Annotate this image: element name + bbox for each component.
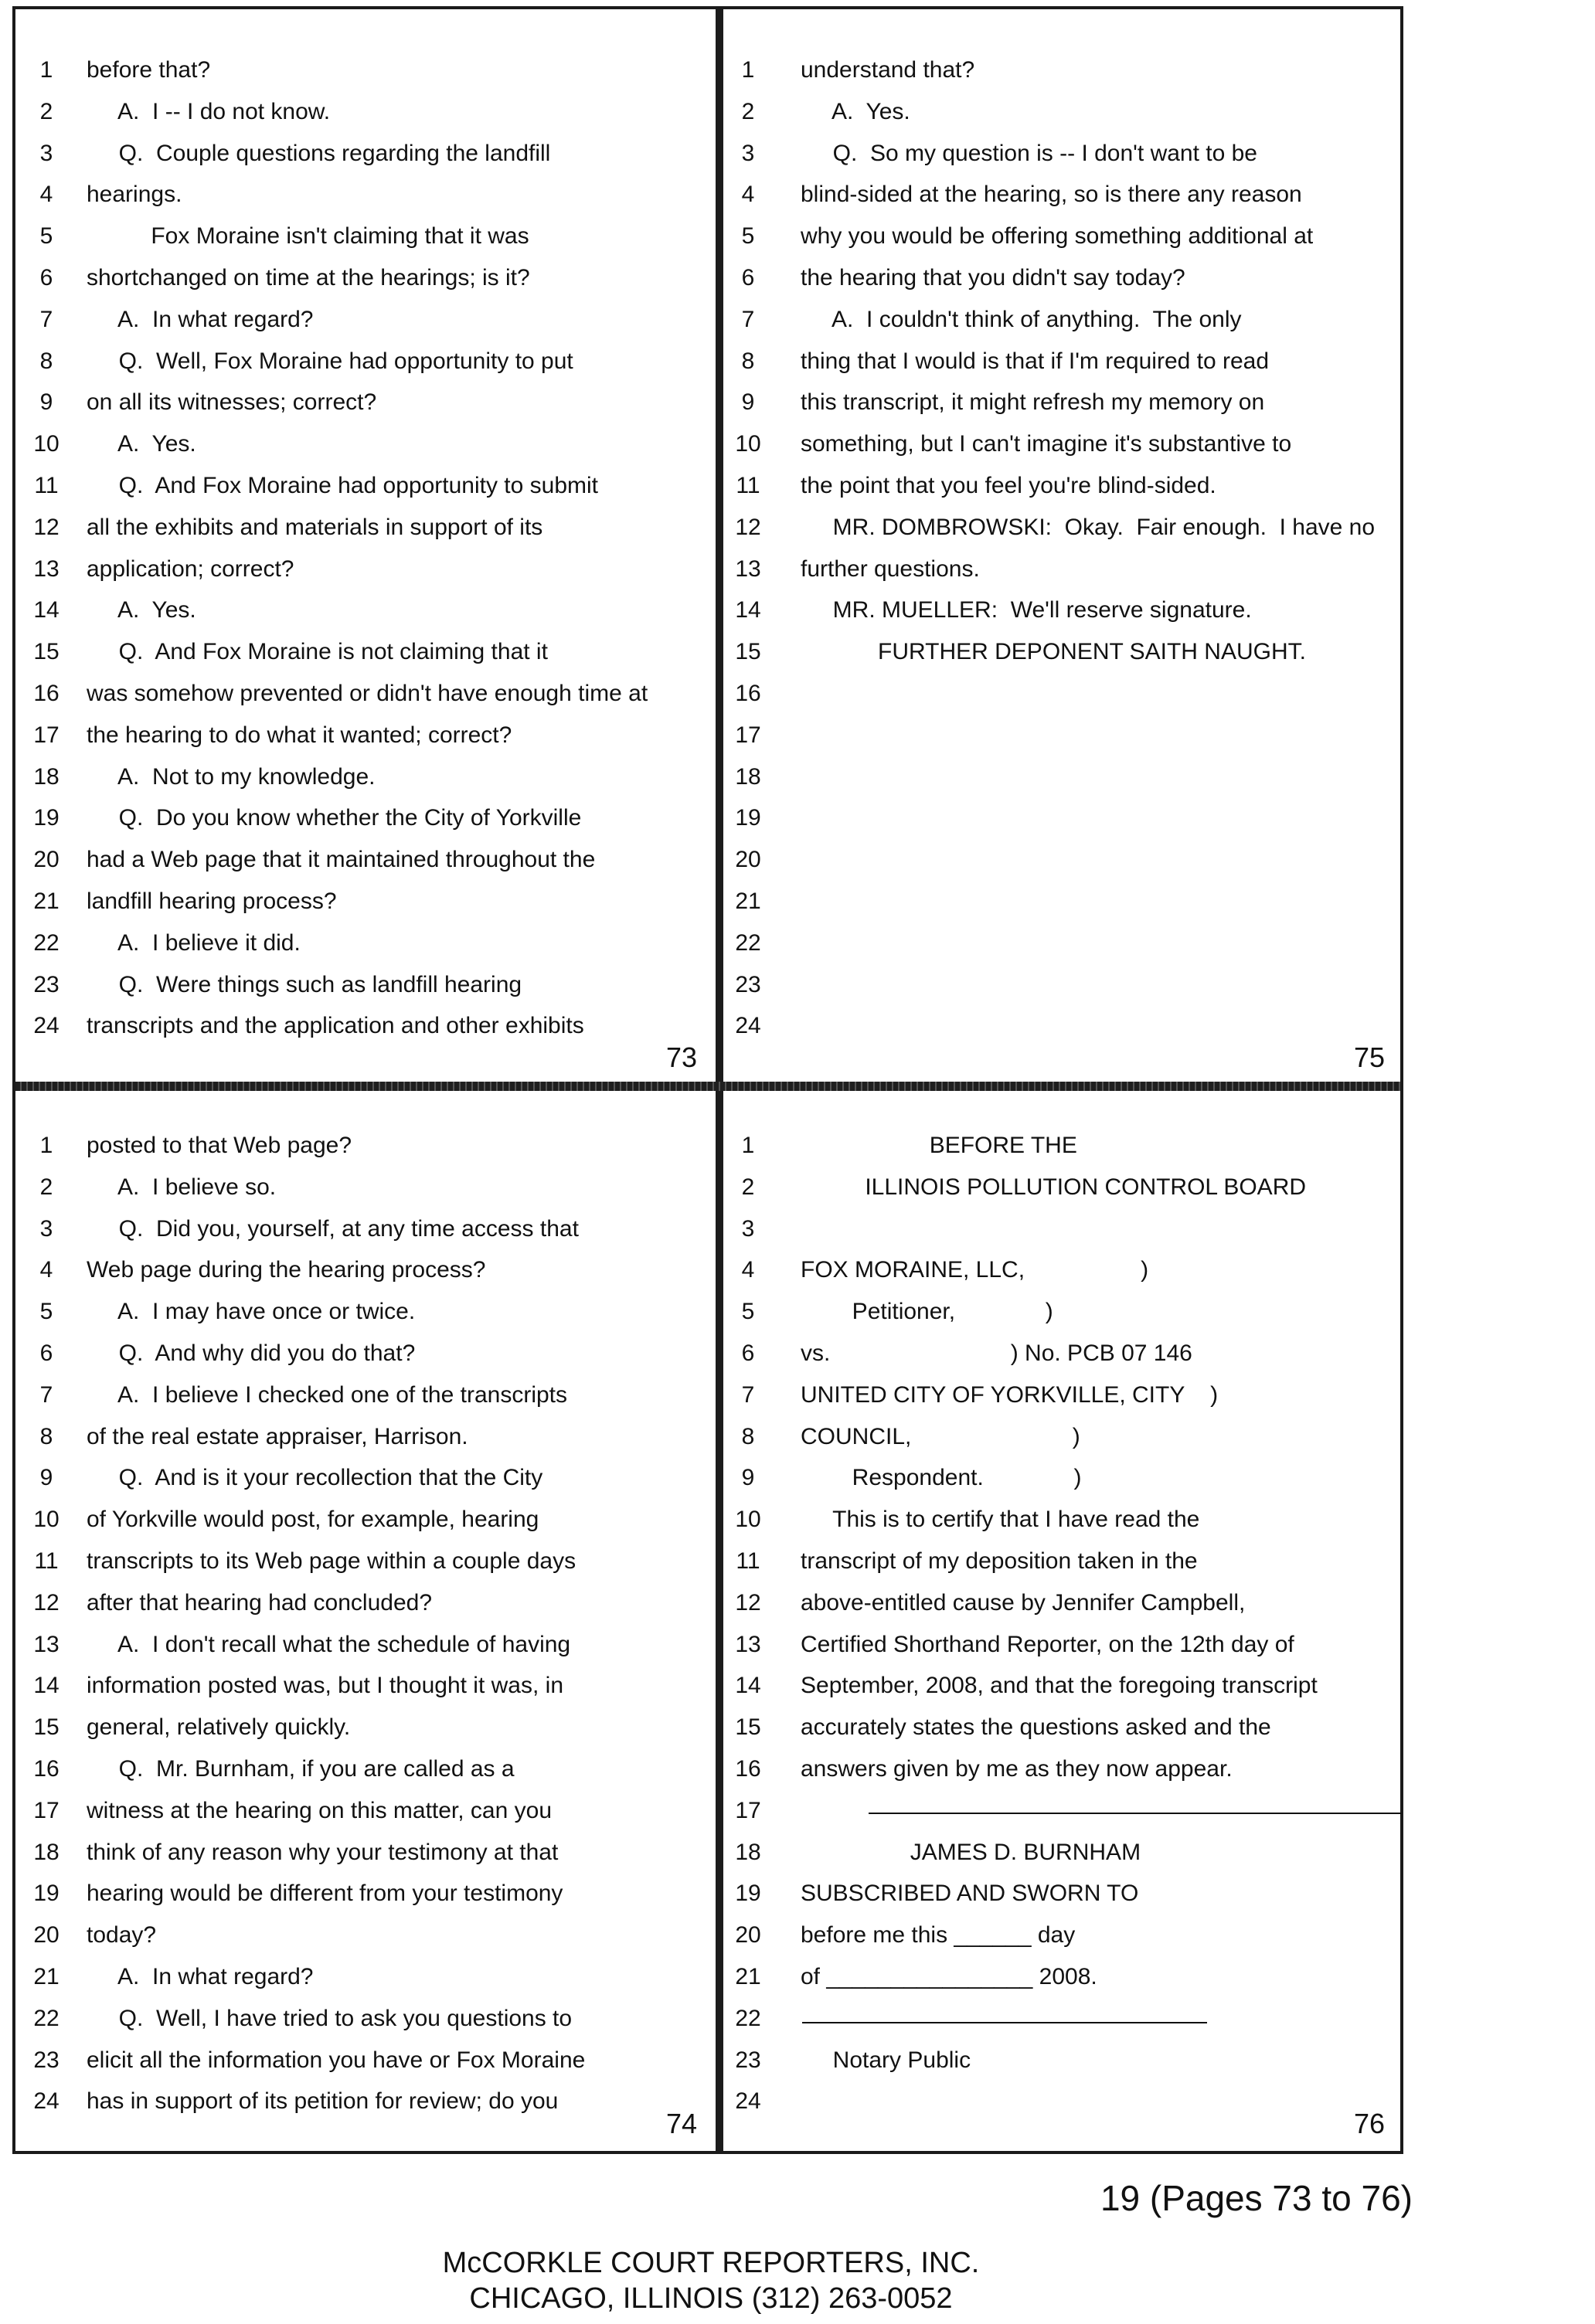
line-text: Q. Couple questions regarding the landfill: [87, 140, 551, 166]
transcript-line: [15, 756, 716, 798]
transcript-line: [15, 423, 716, 465]
line-number: 10: [33, 1507, 60, 1533]
line-number: 18: [735, 763, 761, 790]
line-number: 15: [33, 1714, 60, 1741]
page-lines: [716, 1125, 1400, 2122]
line-number: 4: [39, 1257, 53, 1283]
line-number: 8: [39, 348, 53, 374]
line-number: 7: [741, 1381, 755, 1408]
line-text: A. Yes.: [801, 98, 910, 124]
line-number: 9: [39, 389, 53, 416]
line-text: Web page during the hearing process?: [87, 1257, 486, 1283]
line-number: 14: [33, 597, 60, 623]
line-number: 3: [741, 140, 755, 166]
line-text: Q. Well, Fox Moraine had opportunity to put: [87, 348, 573, 374]
line-number: 24: [735, 1013, 761, 1039]
page-number: 75: [1353, 1041, 1385, 1073]
line-text: Q. Were things such as landfill hearing: [87, 971, 522, 997]
transcript-line: [716, 1832, 1400, 1874]
transcript-line: [15, 1790, 716, 1832]
line-text: MR. MUELLER: We'll reserve signature.: [801, 597, 1252, 623]
transcript-line: [15, 964, 716, 1006]
line-number: 16: [735, 680, 761, 706]
line-text: FOX MORAINE, LLC, ): [801, 1257, 1149, 1283]
line-number: 6: [741, 264, 755, 290]
line-text: MR. DOMBROWSKI: Okay. Fair enough. I have no: [801, 514, 1376, 540]
line-number: 14: [735, 597, 761, 623]
line-text: posted to that Web page?: [87, 1133, 352, 1158]
transcript-line: [15, 2081, 716, 2122]
line-text: A. Yes.: [87, 431, 196, 457]
line-number: 12: [735, 1589, 761, 1616]
line-number: 1: [39, 1133, 53, 1158]
transcript-line: [15, 1707, 716, 1748]
line-number: 2: [741, 1174, 755, 1200]
line-text: A. Not to my knowledge.: [87, 763, 376, 790]
transcript-line: [15, 1832, 716, 1874]
transcript-line: [15, 1748, 716, 1790]
line-number: 15: [33, 639, 60, 665]
transcript-line: [15, 549, 716, 590]
line-text: before that?: [87, 57, 211, 83]
line-text: A. Yes.: [87, 597, 196, 623]
line-text: thing that I would is that if I'm required to read: [801, 348, 1270, 374]
line-number: 7: [39, 306, 53, 332]
line-number: 1: [39, 57, 53, 83]
line-number: 21: [33, 888, 60, 914]
line-number: 5: [741, 1299, 755, 1325]
line-text: A. In what regard?: [87, 306, 314, 332]
transcript-line: [15, 216, 716, 257]
line-text: landfill hearing process?: [87, 888, 337, 914]
line-number: 20: [33, 847, 60, 873]
line-text: Petitioner, ): [801, 1299, 1053, 1325]
transcript-line: [716, 91, 1400, 133]
line-number: 14: [33, 1673, 60, 1699]
transcript-line: [15, 631, 716, 673]
line-text: further questions.: [801, 556, 980, 582]
line-text: ILLINOIS POLLUTION CONTROL BOARD: [801, 1174, 1307, 1200]
line-text: SUBSCRIBED AND SWORN TO: [801, 1881, 1139, 1907]
vertical-divider: [716, 9, 723, 2151]
line-number: 11: [34, 1548, 59, 1574]
line-text: of ________________ 2008.: [801, 1963, 1097, 1989]
transcript-line: [716, 382, 1400, 423]
transcript-line: [15, 589, 716, 631]
line-number: 16: [33, 1755, 60, 1782]
line-number: 4: [741, 1257, 755, 1283]
transcript-line: [15, 1208, 716, 1250]
line-number: 23: [735, 971, 761, 997]
line-number: 19: [33, 805, 60, 831]
line-text: Notary Public: [801, 2047, 971, 2073]
line-number: 10: [735, 431, 761, 457]
transcript-line: [15, 91, 716, 133]
line-number: 11: [34, 472, 59, 498]
transcript-page-75: [716, 9, 1400, 1085]
line-number: 12: [33, 1589, 60, 1616]
transcript-line: [15, 1374, 716, 1416]
page-number: 74: [665, 2108, 697, 2139]
transcript-line: [716, 1707, 1400, 1748]
line-text: had a Web page that it maintained throughout the: [87, 847, 596, 873]
transcript-line: [15, 1249, 716, 1291]
transcript-page-73: [15, 9, 716, 1085]
transcript-line: [15, 1582, 716, 1624]
line-number: 3: [39, 140, 53, 166]
line-number: 10: [735, 1507, 761, 1533]
transcript-line: [716, 1125, 1400, 1167]
transcript-line: [15, 341, 716, 382]
line-text: shortchanged on time at the hearings; is it?: [87, 264, 530, 290]
transcript-page-74: [15, 1085, 716, 2151]
line-text: accurately states the questions asked and the: [801, 1714, 1271, 1741]
line-number: 17: [33, 722, 60, 748]
transcript-line: [716, 257, 1400, 299]
transcript-line: [716, 589, 1400, 631]
line-number: 23: [735, 2047, 761, 2073]
line-number: 17: [33, 1797, 60, 1823]
line-number: 16: [33, 680, 60, 706]
line-number: 5: [39, 1299, 53, 1325]
line-number: 11: [736, 1548, 760, 1574]
transcript-line: [15, 922, 716, 964]
transcript-line: [15, 1541, 716, 1582]
transcript-line: [716, 2081, 1400, 2122]
line-text: This is to certify that I have read the: [801, 1507, 1200, 1533]
transcript-line: [716, 1541, 1400, 1582]
transcript-line: [716, 1665, 1400, 1707]
line-number: 6: [39, 264, 53, 290]
line-text: A. In what regard?: [87, 1963, 314, 1989]
transcript-line: [15, 1956, 716, 1998]
line-text: why you would be offering something additional at: [801, 223, 1314, 250]
line-number: 24: [33, 2088, 60, 2115]
transcript-line: [716, 174, 1400, 216]
transcript-line: [716, 1167, 1400, 1208]
transcript-line: [716, 1291, 1400, 1333]
transcript-line: [716, 1873, 1400, 1915]
transcript-line: [716, 756, 1400, 798]
line-text: application; correct?: [87, 556, 294, 582]
transcript-grid: [12, 6, 1403, 2154]
transcript-line: [15, 299, 716, 341]
transcript-line: [716, 1249, 1400, 1291]
transcript-line: [716, 1956, 1400, 1998]
line-number: 13: [33, 1631, 60, 1657]
line-number: 19: [735, 1881, 761, 1907]
horizontal-divider: [15, 1082, 1400, 1091]
transcript-line: [716, 299, 1400, 341]
page-lines: [15, 1125, 716, 2122]
line-text: COUNCIL, ): [801, 1423, 1080, 1449]
transcript-line: [15, 1624, 716, 1666]
line-text: understand that?: [801, 57, 975, 83]
transcript-line: [15, 1005, 716, 1047]
transcript-line: [716, 549, 1400, 590]
transcript-line: [716, 216, 1400, 257]
line-text: Q. And is it your recollection that the City: [87, 1465, 543, 1491]
line-number: 8: [741, 1423, 755, 1449]
line-number: 20: [735, 847, 761, 873]
transcript-line: [716, 1998, 1400, 2040]
line-number: 21: [735, 888, 761, 914]
line-text: the point that you feel you're blind-sided.: [801, 472, 1216, 498]
line-number: 9: [741, 389, 755, 416]
transcript-line: [15, 673, 716, 715]
line-text: all the exhibits and materials in support of its: [87, 514, 543, 540]
line-number: 7: [741, 306, 755, 332]
transcript-line: [716, 465, 1400, 507]
line-text: A. I couldn't think of anything. The only: [801, 306, 1242, 332]
line-number: 19: [33, 1881, 60, 1907]
line-number: 6: [39, 1340, 53, 1366]
line-number: 21: [735, 1963, 761, 1989]
transcript-line: [716, 1624, 1400, 1666]
line-number: 17: [735, 1797, 761, 1823]
transcript-line: [15, 1665, 716, 1707]
transcript-line: [716, 133, 1400, 175]
line-text: Q. And Fox Moraine had opportunity to submit: [87, 472, 599, 498]
line-number: 11: [736, 472, 760, 498]
line-text: was somehow prevented or didn't have enough time at: [87, 680, 648, 706]
transcript-line: [716, 1208, 1400, 1250]
transcript-line: [716, 1457, 1400, 1499]
line-number: 22: [735, 929, 761, 956]
notary-signature-line: [802, 2022, 1207, 2023]
transcript-line: [15, 1457, 716, 1499]
page-number: 76: [1353, 2108, 1385, 2139]
transcript-line: [15, 715, 716, 756]
line-text: A. I may have once or twice.: [87, 1299, 416, 1325]
transcript-line: [15, 1291, 716, 1333]
transcript-line: [716, 881, 1400, 922]
line-number: 10: [33, 431, 60, 457]
transcript-line: [15, 1333, 716, 1374]
line-text: transcripts to its Web page within a couple days: [87, 1548, 576, 1574]
transcript-line: [15, 1499, 716, 1541]
line-number: 22: [735, 2005, 761, 2031]
transcript-line: [15, 49, 716, 91]
line-number: 20: [33, 1922, 60, 1949]
line-number: 17: [735, 722, 761, 748]
line-text: Fox Moraine isn't claiming that it was: [87, 223, 529, 250]
line-number: 2: [39, 1174, 53, 1200]
line-text: JAMES D. BURNHAM: [801, 1839, 1141, 1865]
line-number: 19: [735, 805, 761, 831]
transcript-line: [716, 1499, 1400, 1541]
line-number: 2: [39, 98, 53, 124]
line-text: vs. ) No. PCB 07 146: [801, 1340, 1192, 1366]
transcript-line: [716, 797, 1400, 839]
line-number: 9: [741, 1465, 755, 1491]
transcript-line: [716, 1582, 1400, 1624]
transcript-line: [716, 1790, 1400, 1832]
line-number: 3: [39, 1215, 53, 1242]
line-text: Q. And Fox Moraine is not claiming that it: [87, 639, 548, 665]
line-number: 23: [33, 971, 60, 997]
transcript-line: [15, 1416, 716, 1458]
transcript-line: [716, 964, 1400, 1006]
line-text: information posted was, but I thought it was, in: [87, 1673, 564, 1699]
line-text: blind-sided at the hearing, so is there any reason: [801, 182, 1302, 208]
line-text: hearings.: [87, 182, 182, 208]
line-number: 18: [33, 763, 60, 790]
line-number: 24: [33, 1013, 60, 1039]
transcript-line: [716, 507, 1400, 549]
transcript-line: [15, 1125, 716, 1167]
line-text: general, relatively quickly.: [87, 1714, 351, 1741]
line-number: 22: [33, 929, 60, 956]
transcript-line: [15, 839, 716, 881]
line-text: A. I believe it did.: [87, 929, 301, 956]
transcript-line: [716, 341, 1400, 382]
transcript-line: [15, 1998, 716, 2040]
line-text: on all its witnesses; correct?: [87, 389, 377, 416]
line-text: Q. Do you know whether the City of Yorkville: [87, 805, 582, 831]
transcript-line: [716, 1748, 1400, 1790]
line-text: A. I don't recall what the schedule of having: [87, 1631, 571, 1657]
line-text: Q. So my question is -- I don't want to be: [801, 140, 1257, 166]
line-text: Respondent. ): [801, 1465, 1082, 1491]
line-number: 22: [33, 2005, 60, 2031]
transcript-line: [15, 382, 716, 423]
line-number: 8: [39, 1423, 53, 1449]
line-number: 20: [735, 1922, 761, 1949]
transcript-line: [15, 1915, 716, 1956]
line-number: 4: [39, 182, 53, 208]
transcript-line: [15, 797, 716, 839]
transcript-line: [15, 257, 716, 299]
transcript-line: [716, 2040, 1400, 2081]
line-number: 18: [735, 1839, 761, 1865]
transcript-page-76: [716, 1085, 1400, 2151]
line-text: Q. And why did you do that?: [87, 1340, 416, 1366]
line-number: 12: [33, 514, 60, 540]
reporter-contact: CHICAGO, ILLINOIS (312) 263-0052: [469, 2282, 953, 2315]
line-text: Certified Shorthand Reporter, on the 12th day of: [801, 1631, 1294, 1657]
line-number: 3: [741, 1215, 755, 1242]
line-text: something, but I can't imagine it's substantive to: [801, 431, 1292, 457]
line-text: the hearing that you didn't say today?: [801, 264, 1185, 290]
line-text: UNITED CITY OF YORKVILLE, CITY ): [801, 1381, 1219, 1408]
line-text: BEFORE THE: [801, 1133, 1077, 1158]
line-text: FURTHER DEPONENT SAITH NAUGHT.: [801, 639, 1306, 665]
reporter-company: McCORKLE COURT REPORTERS, INC.: [442, 2247, 980, 2279]
transcript-line: [15, 1873, 716, 1915]
page-number: 73: [665, 1041, 697, 1073]
line-number: 16: [735, 1755, 761, 1782]
line-number: 1: [741, 57, 755, 83]
line-text: A. I -- I do not know.: [87, 98, 331, 124]
line-text: A. I believe so.: [87, 1174, 277, 1200]
line-number: 2: [741, 98, 755, 124]
page-range-summary: 19 (Pages 73 to 76): [1100, 2178, 1413, 2218]
line-text: answers given by me as they now appear.: [801, 1755, 1233, 1782]
line-number: 14: [735, 1673, 761, 1699]
line-text: this transcript, it might refresh my memory on: [801, 389, 1265, 416]
line-number: 9: [39, 1465, 53, 1491]
line-number: 5: [741, 223, 755, 250]
transcript-line: [15, 2040, 716, 2081]
line-text: witness at the hearing on this matter, can you: [87, 1797, 553, 1823]
transcript-line: [716, 631, 1400, 673]
transcript-line: [716, 839, 1400, 881]
line-text: above-entitled cause by Jennifer Campbell,: [801, 1589, 1246, 1616]
signature-line: [869, 1813, 1402, 1814]
line-text: before me this ______ day: [801, 1922, 1076, 1949]
line-number: 15: [735, 639, 761, 665]
line-number: 7: [39, 1381, 53, 1408]
line-number: 12: [735, 514, 761, 540]
page-lines: [15, 49, 716, 1047]
transcript-line: [716, 922, 1400, 964]
line-text: has in support of its petition for review; do you: [87, 2088, 559, 2115]
line-text: A. I believe I checked one of the transcripts: [87, 1381, 568, 1408]
line-number: 13: [735, 556, 761, 582]
transcript-line: [716, 1374, 1400, 1416]
line-number: 15: [735, 1714, 761, 1741]
line-text: of the real estate appraiser, Harrison.: [87, 1423, 468, 1449]
line-number: 1: [741, 1133, 755, 1158]
line-text: after that hearing had concluded?: [87, 1589, 432, 1616]
line-number: 8: [741, 348, 755, 374]
line-text: hearing would be different from your testimony: [87, 1881, 563, 1907]
line-text: transcripts and the application and other exhibits: [87, 1013, 584, 1039]
page-lines: [716, 49, 1400, 1047]
line-number: 5: [39, 223, 53, 250]
transcript-line: [15, 1167, 716, 1208]
transcript-line: [716, 1005, 1400, 1047]
line-number: 18: [33, 1839, 60, 1865]
transcript-line: [15, 465, 716, 507]
transcript-line: [716, 715, 1400, 756]
line-text: Q. Did you, yourself, at any time access that: [87, 1215, 579, 1242]
transcript-line: [15, 133, 716, 175]
line-text: of Yorkville would post, for example, hearing: [87, 1507, 539, 1533]
transcript-line: [716, 49, 1400, 91]
line-number: 24: [735, 2088, 761, 2115]
transcript-line: [15, 174, 716, 216]
line-text: Q. Well, I have tried to ask you questions to: [87, 2005, 573, 2031]
line-text: the hearing to do what it wanted; correct?: [87, 722, 512, 748]
line-number: 13: [735, 1631, 761, 1657]
transcript-line: [15, 881, 716, 922]
line-text: elicit all the information you have or Fox Moraine: [87, 2047, 586, 2073]
line-text: transcript of my deposition taken in the: [801, 1548, 1198, 1574]
line-number: 4: [741, 182, 755, 208]
line-text: September, 2008, and that the foregoing transcript: [801, 1673, 1318, 1699]
transcript-line: [716, 1416, 1400, 1458]
transcript-line: [15, 507, 716, 549]
line-text: think of any reason why your testimony at that: [87, 1839, 559, 1865]
transcript-line: [716, 423, 1400, 465]
line-text: today?: [87, 1922, 157, 1949]
transcript-line: [716, 1915, 1400, 1956]
line-number: 6: [741, 1340, 755, 1366]
line-text: Q. Mr. Burnham, if you are called as a: [87, 1755, 515, 1782]
transcript-line: [716, 1333, 1400, 1374]
line-number: 23: [33, 2047, 60, 2073]
line-number: 13: [33, 556, 60, 582]
transcript-line: [716, 673, 1400, 715]
line-number: 21: [33, 1963, 60, 1989]
